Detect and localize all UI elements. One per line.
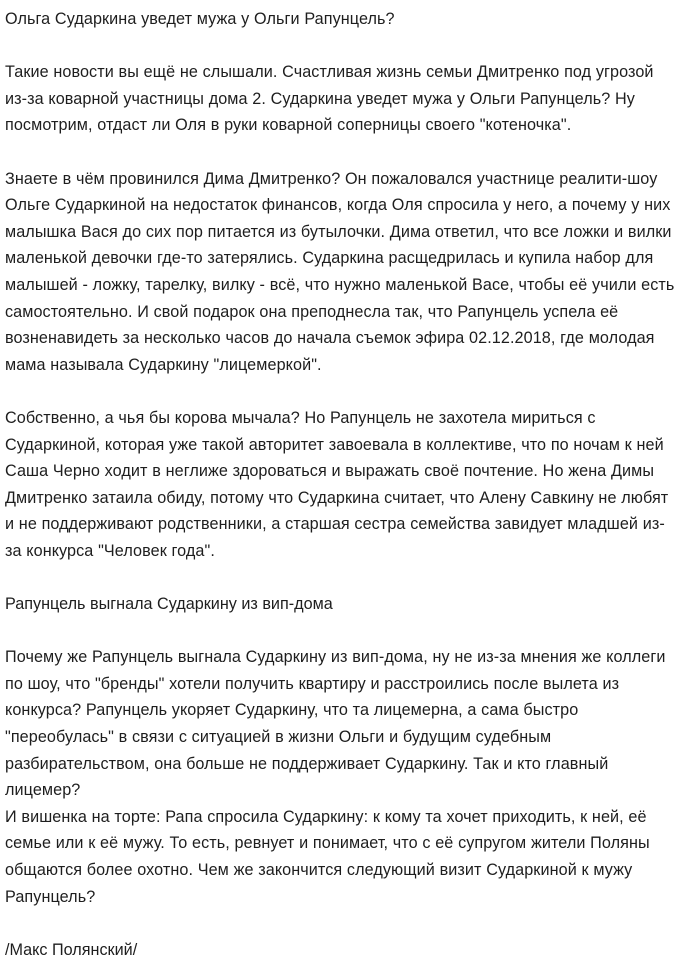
article-closing-line-2: И вишенка на торте: Рапа спросила Сударкину: к кому та хочет приходить, к ней, её семье или к её мужу. То есть, ревнует и понимает, что с её супругом жители Поляны общаются более охотно. Чем же закончится следующий визит Сударкиной к мужу Рапунцель? <box>5 807 650 906</box>
article-paragraph-1: Такие новости вы ещё не слышали. Счастливая жизнь семьи Дмитренко под угрозой из-за коварной участницы дома 2. Сударкина уведет мужа у Ольги Рапунцель? Ну посмотрим, отдаст ли Оля в руки коварной соперницы своего "котеночка". <box>5 63 654 135</box>
article-paragraph-2: Знаете в чём провинился Дима Дмитренко? Он пожаловался участнице реалити-шоу Ольге Сударкиной на недостаток финансов, когда Оля спросила у него, а почему у них малышка Вася до сих пор питается из бутылочки. Дима ответил, что все ложки и вилки маленькой девочки где-то затерялись. Сударкина расщедрилась и купила набор для малышей - ложку, тарелку, вилку - всё, что нужно маленькой Васе, чтобы её учили есть самостоятельно. И свой подарок она преподнесла так, что Рапунцель успела её возненавидеть за несколько часов до начала съемок эфира 02.12.2018, где молодая мама называла Сударкину "лицемеркой". <box>5 169 675 374</box>
article-paragraph-3: Собственно, а чья бы корова мычала? Но Рапунцель не захотела мириться с Сударкиной, которая уже такой авторитет завоевала в коллективе, что по ночам к ней Саша Черно ходит в неглиже здороваться и выражать своё почтение. Но жена Димы Дмитренко затаила обиду, потому что Сударкина считает, что Алену Савкину не любят и не поддерживают родственники, а старшая сестра семейства завидует младшей из-за конкурса "Человек года". <box>5 408 669 560</box>
article-closing-block <box>5 644 677 910</box>
article-closing-line-1: Почему же Рапунцель выгнала Сударкину из вип-дома, ну не из-за мнения же коллеги по шоу, что "бренды" хотели получить квартиру и расстроились после вылета из конкурса? Рапунцель укоряет Сударкину, что та лицемерна, а сама быстро "переобулась" в связи с ситуацией в жизни Ольги и будущим судебным разбирательством, она больше не поддерживает Сударкину. Так и кто главный лицемер? <box>5 648 666 800</box>
article-headline: Ольга Сударкина уведет мужа у Ольги Рапунцель? <box>5 10 395 28</box>
article-signature: /Макс Полянский/ <box>5 940 138 959</box>
article-subheading: Рапунцель выгнала Сударкину из вип-дома <box>5 595 333 614</box>
